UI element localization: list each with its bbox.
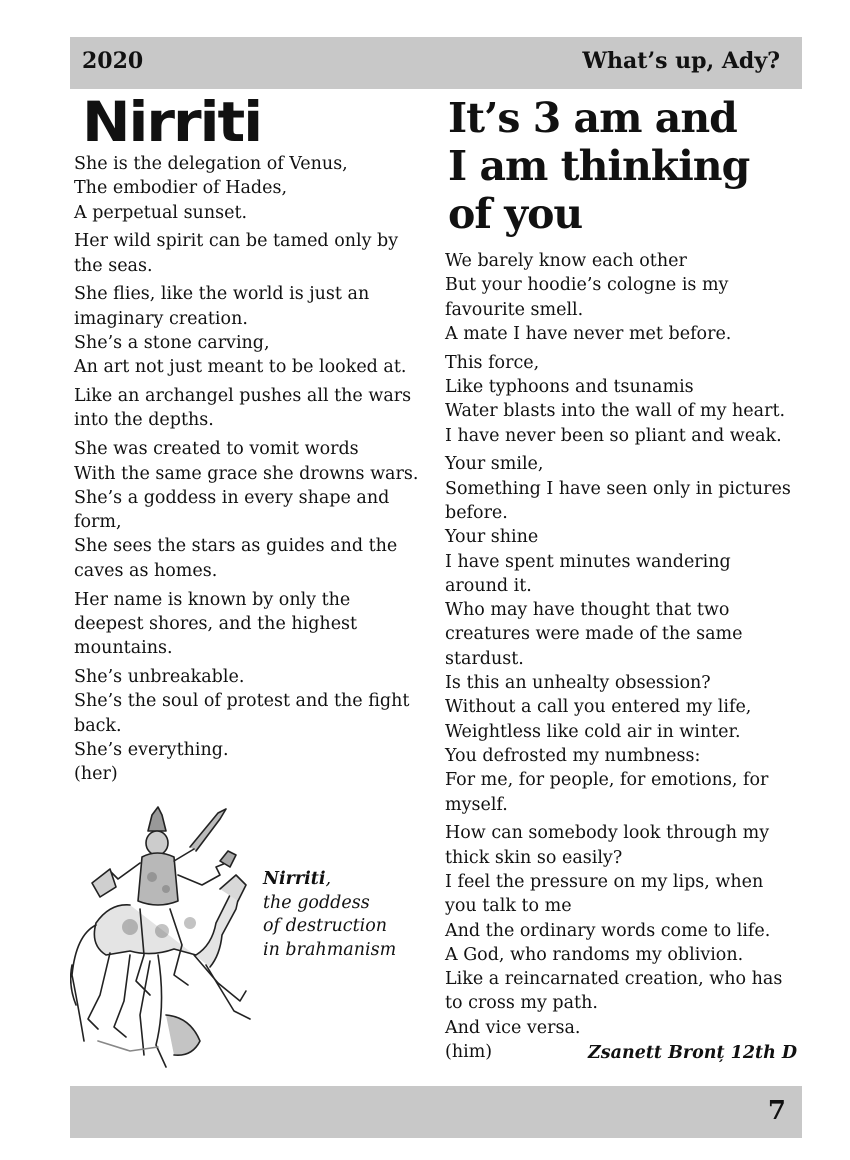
poem-line: She is the delegation of Venus, bbox=[74, 154, 348, 174]
poem-line: mountains. bbox=[74, 638, 173, 659]
poem-line: Something I have seen only in pictures bbox=[445, 478, 791, 499]
poem-line: back. bbox=[74, 715, 122, 736]
poem-line: She sees the stars as guides and the bbox=[74, 536, 398, 557]
poem-line: to cross my path. bbox=[445, 993, 598, 1014]
poem-line: She’s the soul of protest and the fight bbox=[74, 691, 410, 712]
poem-line: creatures were made of the same bbox=[445, 624, 743, 645]
poem-line: around it. bbox=[445, 575, 532, 596]
caption-comma: , bbox=[325, 869, 332, 889]
stanza bbox=[74, 384, 424, 433]
stanza bbox=[445, 821, 805, 1064]
stanza bbox=[74, 229, 424, 278]
poem-line: Is this an unhealty obsession? bbox=[445, 673, 711, 694]
poem-line: A perpetual sunset. bbox=[74, 202, 248, 223]
footer-bar bbox=[70, 1086, 802, 1138]
right-poem-body bbox=[445, 249, 805, 1069]
poem-line: before. bbox=[445, 502, 508, 523]
poem-line: She’s everything. bbox=[74, 739, 229, 760]
poem-line: Her name is known by only the bbox=[74, 589, 351, 610]
right-poem-title bbox=[448, 94, 828, 238]
poem-line: She flies, like the world is just an bbox=[74, 284, 370, 305]
poem-line: caves as homes. bbox=[74, 560, 218, 581]
poem-line: stardust. bbox=[445, 648, 524, 669]
poem-line: myself. bbox=[445, 794, 508, 815]
stanza bbox=[74, 437, 424, 583]
poem-line: This force, bbox=[445, 352, 540, 373]
issue-year: 2020 bbox=[82, 48, 144, 74]
caption-line: of destruction bbox=[263, 916, 388, 936]
header-bar bbox=[70, 37, 802, 89]
stanza bbox=[445, 351, 805, 448]
poem-line: She’s a stone carving, bbox=[74, 333, 270, 354]
poem-line: An art not just meant to be looked at. bbox=[74, 357, 407, 378]
poem-line: form, bbox=[74, 512, 122, 533]
author-credit: Zsanett Bronț 12th D bbox=[588, 1043, 798, 1063]
title-line: I am thinking bbox=[448, 142, 750, 190]
poem-line: the seas. bbox=[74, 255, 153, 276]
poem-line: She was created to vomit words bbox=[74, 439, 359, 460]
stanza bbox=[445, 249, 805, 346]
poem-line: you talk to me bbox=[445, 896, 572, 917]
poem-line: I have never been so pliant and weak. bbox=[445, 425, 782, 446]
left-poem-body bbox=[74, 152, 424, 791]
poem-line: And the ordinary words come to life. bbox=[445, 920, 771, 941]
stanza bbox=[74, 282, 424, 379]
page-number: 7 bbox=[767, 1096, 786, 1126]
poem-line: Your shine bbox=[445, 527, 539, 548]
poem-line: And vice versa. bbox=[445, 1017, 581, 1038]
poem-line: Weightless like cold air in winter. bbox=[445, 721, 741, 742]
stanza bbox=[74, 152, 424, 225]
poem-line: Your smile, bbox=[445, 454, 544, 475]
poem-line: She’s a goddess in every shape and bbox=[74, 487, 390, 508]
poem-line: You defrosted my numbness: bbox=[445, 745, 701, 766]
caption-name: Nirriti bbox=[263, 869, 326, 889]
poem-line: deepest shores, and the highest bbox=[74, 613, 358, 634]
poem-line: (him) bbox=[445, 1042, 493, 1062]
poem-line: Like typhoons and tsunamis bbox=[445, 376, 694, 397]
poem-line: A God, who randoms my oblivion. bbox=[445, 944, 744, 965]
poem-line: I have spent minutes wandering bbox=[445, 551, 731, 572]
poem-line: The embodier of Hades, bbox=[74, 178, 288, 199]
poem-line: But your hoodie’s cologne is my bbox=[445, 275, 729, 296]
poem-line: How can somebody look through my bbox=[445, 823, 770, 844]
left-poem-title: Nirriti bbox=[82, 89, 262, 155]
poem-line: Without a call you entered my life, bbox=[445, 697, 752, 718]
poem-line: Who may have thought that two bbox=[445, 600, 730, 621]
stanza bbox=[74, 665, 424, 786]
stanza bbox=[445, 452, 805, 816]
poem-line: favourite smell. bbox=[445, 299, 584, 320]
caption-line: the goddess bbox=[263, 892, 370, 913]
title-line: of you bbox=[448, 190, 583, 238]
caption-line: in brahmanism bbox=[263, 939, 397, 960]
poem-line: We barely know each other bbox=[445, 251, 687, 271]
poem-line: imaginary creation. bbox=[74, 308, 248, 329]
poem-line: into the depths. bbox=[74, 410, 214, 431]
poem-line: Like an archangel pushes all the wars bbox=[74, 386, 412, 407]
poem-line: Like a reincarnated creation, who has bbox=[445, 969, 783, 990]
poem-line: I feel the pressure on my lips, when bbox=[445, 871, 764, 892]
poem-line: thick skin so easily? bbox=[445, 847, 623, 868]
title-line: It’s 3 am and bbox=[448, 94, 737, 142]
poem-line: A mate I have never met before. bbox=[445, 323, 732, 344]
illustration-caption bbox=[263, 868, 396, 962]
magazine-title: What’s up, Ady? bbox=[582, 48, 780, 74]
poem-line: For me, for people, for emotions, for bbox=[445, 770, 769, 791]
stanza bbox=[74, 588, 424, 661]
poem-line: With the same grace she drowns wars. bbox=[74, 463, 419, 484]
poem-line: Her wild spirit can be tamed only by bbox=[74, 231, 399, 252]
poem-line: (her) bbox=[74, 764, 118, 785]
poem-line: Water blasts into the wall of my heart. bbox=[445, 401, 786, 422]
poem-line: She’s unbreakable. bbox=[74, 666, 245, 687]
